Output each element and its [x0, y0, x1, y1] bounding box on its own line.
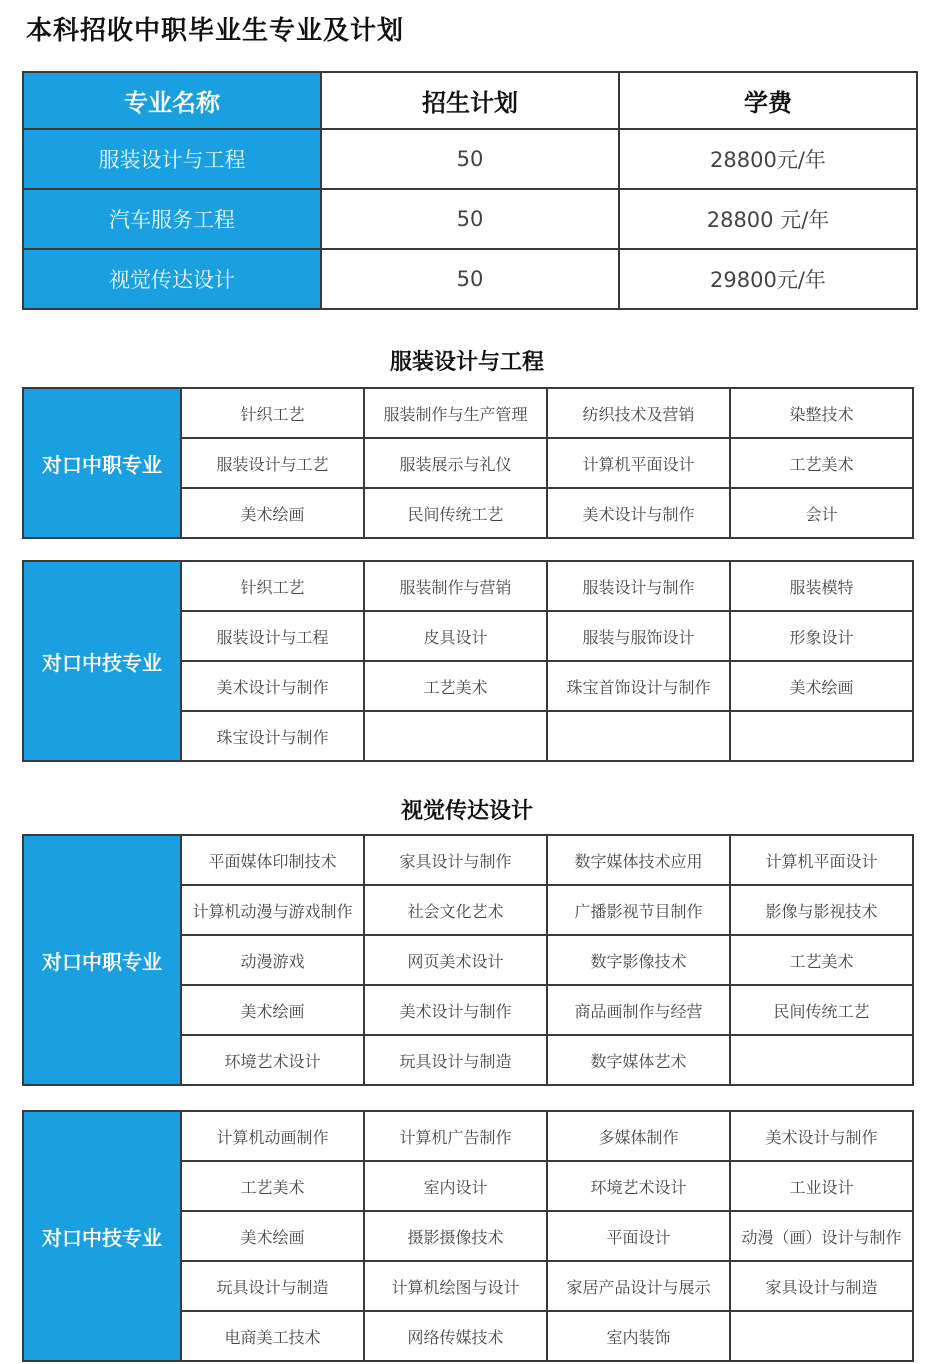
- table-row: [23, 835, 913, 885]
- major-cell: 网页美术设计: [364, 935, 547, 985]
- group-label: 对口中技专业: [23, 1111, 181, 1361]
- major-cell: 数字媒体艺术: [547, 1035, 730, 1085]
- major-name-cell: 汽车服务工程: [23, 189, 321, 249]
- table-row: [23, 388, 913, 438]
- group-label: 对口中职专业: [23, 388, 181, 538]
- fashion-technical-table: [22, 560, 914, 762]
- major-cell: 计算机平面设计: [730, 835, 913, 885]
- visual-vocational-table: [22, 834, 914, 1086]
- tuition-cell: 28800 元/年: [619, 189, 917, 249]
- major-cell: 工艺美术: [730, 438, 913, 488]
- major-cell: 摄影摄像技术: [364, 1211, 547, 1261]
- major-cell: 室内设计: [364, 1161, 547, 1211]
- major-cell: 珠宝首饰设计与制作: [547, 661, 730, 711]
- major-cell: 美术设计与制作: [730, 1111, 913, 1161]
- major-cell: 美术设计与制作: [364, 985, 547, 1035]
- major-cell: 数字媒体技术应用: [547, 835, 730, 885]
- major-cell: 服装展示与礼仪: [364, 438, 547, 488]
- major-cell: 电商美工技术: [181, 1311, 364, 1361]
- major-cell: 环境艺术设计: [181, 1035, 364, 1085]
- major-cell: 纺织技术及营销: [547, 388, 730, 438]
- major-cell: 计算机绘图与设计: [364, 1261, 547, 1311]
- table-row: [23, 189, 917, 249]
- major-cell: 针织工艺: [181, 388, 364, 438]
- major-cell: 民间传统工艺: [364, 488, 547, 538]
- group-label: 对口中职专业: [23, 835, 181, 1085]
- major-cell: 玩具设计与制造: [181, 1261, 364, 1311]
- major-cell: 服装与服饰设计: [547, 611, 730, 661]
- major-cell: 动漫游戏: [181, 935, 364, 985]
- table-header-row: [23, 72, 917, 129]
- major-cell: 平面媒体印制技术: [181, 835, 364, 885]
- major-name-cell: 视觉传达设计: [23, 249, 321, 309]
- group-label: 对口中技专业: [23, 561, 181, 761]
- major-cell: 工艺美术: [181, 1161, 364, 1211]
- table-row: [23, 249, 917, 309]
- header-tuition: 学费: [619, 72, 917, 129]
- header-enrollment-plan: 招生计划: [321, 72, 619, 129]
- major-cell: 玩具设计与制造: [364, 1035, 547, 1085]
- table-row: [23, 129, 917, 189]
- major-cell: 工艺美术: [730, 935, 913, 985]
- major-cell: 工业设计: [730, 1161, 913, 1211]
- major-cell: 美术设计与制作: [547, 488, 730, 538]
- major-cell: 社会文化艺术: [364, 885, 547, 935]
- major-cell: 网络传媒技术: [364, 1311, 547, 1361]
- major-cell: 工艺美术: [364, 661, 547, 711]
- major-cell: 服装设计与工艺: [181, 438, 364, 488]
- table-row: [23, 1111, 913, 1161]
- major-cell: 染整技术: [730, 388, 913, 438]
- major-cell: 影像与影视技术: [730, 885, 913, 935]
- major-cell: 美术绘画: [730, 661, 913, 711]
- major-cell: 计算机平面设计: [547, 438, 730, 488]
- major-cell: 多媒体制作: [547, 1111, 730, 1161]
- plan-cell: 50: [321, 249, 619, 309]
- header-major-name: 专业名称: [23, 72, 321, 129]
- major-cell: 针织工艺: [181, 561, 364, 611]
- tuition-cell: 29800元/年: [619, 249, 917, 309]
- major-cell: 民间传统工艺: [730, 985, 913, 1035]
- major-cell: 皮具设计: [364, 611, 547, 661]
- plan-cell: 50: [321, 189, 619, 249]
- empty-cell: [730, 1311, 913, 1361]
- major-cell: 会计: [730, 488, 913, 538]
- major-cell: 家具设计与制造: [730, 1261, 913, 1311]
- major-cell: 美术设计与制作: [181, 661, 364, 711]
- major-cell: 服装制作与营销: [364, 561, 547, 611]
- major-cell: 数字影像技术: [547, 935, 730, 985]
- major-cell: 计算机动漫与游戏制作: [181, 885, 364, 935]
- tuition-cell: 28800元/年: [619, 129, 917, 189]
- major-cell: 服装设计与制作: [547, 561, 730, 611]
- major-cell: 计算机动画制作: [181, 1111, 364, 1161]
- major-cell: 形象设计: [730, 611, 913, 661]
- page-title: 本科招收中职毕业生专业及计划: [26, 16, 405, 46]
- empty-cell: [547, 711, 730, 761]
- major-name-cell: 服装设计与工程: [23, 129, 321, 189]
- enrollment-plan-table: [22, 71, 918, 310]
- major-cell: 家居产品设计与展示: [547, 1261, 730, 1311]
- major-cell: 服装制作与生产管理: [364, 388, 547, 438]
- empty-cell: [730, 1035, 913, 1085]
- major-cell: 广播影视节目制作: [547, 885, 730, 935]
- fashion-vocational-table: [22, 387, 914, 539]
- major-cell: 珠宝设计与制作: [181, 711, 364, 761]
- section-title-visual: 视觉传达设计: [400, 799, 533, 824]
- major-cell: 室内装饰: [547, 1311, 730, 1361]
- major-cell: 平面设计: [547, 1211, 730, 1261]
- major-cell: 美术绘画: [181, 985, 364, 1035]
- table-row: [23, 561, 913, 611]
- empty-cell: [730, 711, 913, 761]
- major-cell: 美术绘画: [181, 1211, 364, 1261]
- visual-technical-table: [22, 1110, 914, 1362]
- empty-cell: [364, 711, 547, 761]
- major-cell: 计算机广告制作: [364, 1111, 547, 1161]
- major-cell: 美术绘画: [181, 488, 364, 538]
- major-cell: 服装设计与工程: [181, 611, 364, 661]
- section-title-fashion: 服装设计与工程: [389, 350, 544, 375]
- major-cell: 动漫（画）设计与制作: [730, 1211, 913, 1261]
- major-cell: 环境艺术设计: [547, 1161, 730, 1211]
- major-cell: 家具设计与制作: [364, 835, 547, 885]
- plan-cell: 50: [321, 129, 619, 189]
- major-cell: 商品画制作与经营: [547, 985, 730, 1035]
- major-cell: 服装模特: [730, 561, 913, 611]
